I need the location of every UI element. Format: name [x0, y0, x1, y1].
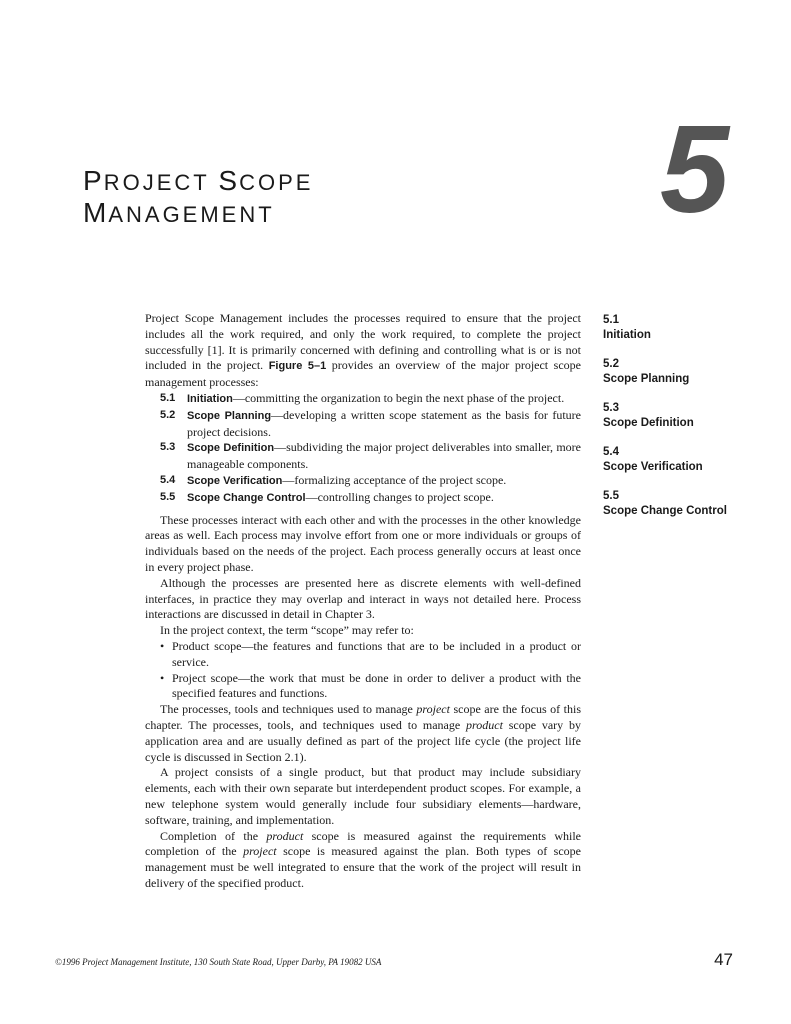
sidebar-item-scope-change-control: 5.5 Scope Change Control [603, 490, 727, 517]
process-item: 5.2 Scope Planning—developing a written scope statement as the basis for future project decisions. [160, 407, 582, 439]
sidebar-item-initiation: 5.1 Initiation [603, 314, 651, 341]
paragraph: In the project context, the term “scope” may refer to: [160, 623, 414, 638]
paragraph: A project consists of a single product, but that product may include subsidiary elements, each with their own separate but interdependent product scopes. For example, a new telephone system would generally include four subsidiary elements—hardware, software, training, and implementation. [145, 765, 581, 827]
process-item: 5.4 Scope Verification—formalizing acceptance of the project scope. [160, 472, 507, 487]
copyright-footer: ©1996 Project Management Institute, 130 South State Road, Upper Darby, PA 19082 USA [55, 957, 382, 967]
sidebar-section-index [603, 313, 763, 533]
intro-paragraph: Project Scope Management includes the processes required to ensure that the project includes all the work required, and only the work required, to complete the project successfully [1]. It is primarily concerned with defining and controlling what is or is not included in the project. Figure 5–1 provides an overview of the major project scope management processes: [145, 311, 581, 390]
page-number: 47 [714, 950, 733, 969]
body-text [145, 311, 581, 892]
paragraph: These processes interact with each other and with the processes in the other knowledge areas as well. Each process may involve effort from one or more individuals or groups of individuals based on the needs of the project. Each process generally occurs at least once in every project phase. [145, 512, 581, 574]
process-item: 5.3 Scope Definition—subdividing the major project deliverables into smaller, more manageable components. [160, 440, 582, 472]
bullet-item: • Project scope—the work that must be done in order to deliver a product with the specified features and functions. [160, 670, 581, 701]
sidebar-item-scope-definition: 5.3 Scope Definition [603, 402, 694, 429]
bullet-icon: • [160, 670, 165, 685]
process-item: 5.5 Scope Change Control—controlling changes to project scope. [160, 489, 494, 504]
process-item: 5.1 Initiation—committing the organization to begin the next phase of the project. [160, 390, 565, 405]
paragraph: Completion of the product scope is measured against the requirements while completion of the project scope is measured against the plan. Both types of scope management must be well integrated to ensure that the work of the project will result in delivery of the specified product. [145, 828, 581, 890]
sidebar-item-scope-planning: 5.2 Scope Planning [603, 358, 690, 385]
chapter-title [83, 165, 503, 229]
process-list [145, 391, 581, 507]
title-line-1: PROJECT SCOPE [83, 165, 314, 196]
paragraph: Although the processes are presented here as discrete elements with well-defined interfaces, in practice they may overlap and interact in ways not detailed here. Process interactions are discussed in detail in Chapter 3. [145, 575, 581, 622]
chapter-number: 5 [660, 101, 729, 239]
title-line-2: MANAGEMENT [83, 197, 275, 228]
scope-bullet-list [145, 639, 581, 702]
figure-reference: Figure 5–1 [268, 360, 327, 373]
bullet-icon: • [160, 638, 165, 653]
sidebar-item-scope-verification: 5.4 Scope Verification [603, 446, 703, 473]
paragraph: The processes, tools and techniques used to manage project scope are the focus of this chapter. The processes, tools, and techniques used to manage product scope vary by application area and are usually defined as part of the project life cycle (the project life cycle is discussed in Section 2.1). [145, 702, 581, 764]
bullet-item: • Product scope—the features and functions that are to be included in a product or service. [160, 638, 581, 669]
